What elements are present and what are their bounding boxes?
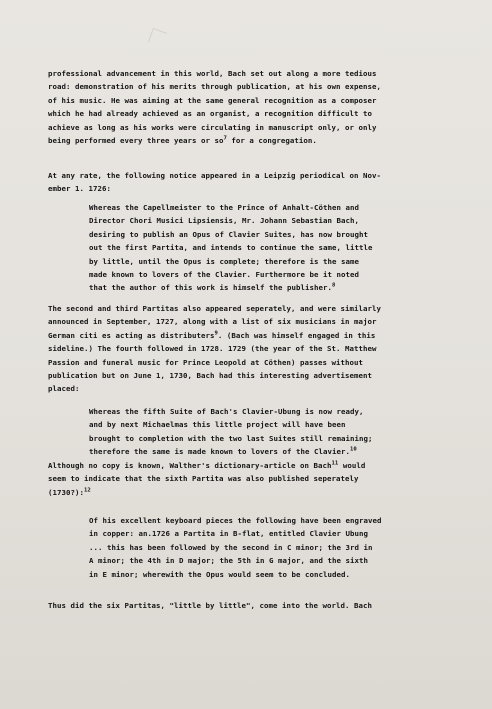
text-line xyxy=(48,382,438,395)
text-line xyxy=(48,486,438,499)
text-run: road: demonstration of his merits through publication, at his own expense, xyxy=(48,82,381,92)
text-line xyxy=(89,255,434,268)
text-run: seem to indicate that the sixth Partita was also published seperately xyxy=(48,474,359,484)
text-run: by little, until the Opus is complete; therefore is the same xyxy=(89,256,359,266)
paragraph-closing xyxy=(48,599,438,612)
text-run: Of his excellent keyboard pieces the following have been engraved xyxy=(89,516,382,525)
text-line xyxy=(48,94,438,107)
text-line xyxy=(89,554,434,567)
text-run: Although no copy is known, Walther's dictionary-article on Bach xyxy=(48,461,332,470)
text-line xyxy=(48,80,438,93)
text-run: sideline.) The fourth followed in 1728. 1729 (the year of the St. Matthew xyxy=(48,344,377,354)
text-run: that the author of this work is himself the publisher. xyxy=(89,283,332,293)
text-line xyxy=(48,315,438,328)
text-line xyxy=(48,459,438,472)
footnote-marker: 11 xyxy=(331,460,339,467)
text-run: brought to completion with the two last Suites still remaining; xyxy=(89,433,373,443)
quote-walther-dictionary xyxy=(89,514,434,581)
text-line xyxy=(89,445,434,458)
text-run: Whereas the Capellmeister to the Prince of Anhalt-Cöthen and xyxy=(89,203,359,212)
pencil-mark xyxy=(148,28,167,47)
footnote-marker: 7 xyxy=(223,135,227,142)
text-run: ember 1. 1726: xyxy=(48,184,111,194)
text-run: Thus did the six Partitas, "little by little", come into the world. Bach xyxy=(48,601,372,610)
text-run: publication but on June 1, 1730, Bach had this interesting advertisement xyxy=(48,370,372,380)
text-run: would xyxy=(338,461,366,470)
text-run: which he had already achieved as an organist, a recognition difficult to xyxy=(48,109,372,119)
text-line xyxy=(89,514,434,527)
text-run: . (Bach was himself engaged in this xyxy=(217,330,376,340)
text-line xyxy=(48,599,438,612)
text-run: Passion and funeral music for Prince Leopold at Cöthen) passes without xyxy=(48,357,363,367)
text-line xyxy=(48,329,438,342)
text-line xyxy=(89,432,434,445)
footnote-marker: 8 xyxy=(331,282,336,289)
text-line xyxy=(48,121,438,134)
text-line xyxy=(48,302,438,315)
text-run: being performed every three years or so xyxy=(48,135,224,145)
text-line xyxy=(89,281,434,294)
text-line xyxy=(48,356,438,369)
text-line xyxy=(89,241,434,254)
text-line xyxy=(48,369,438,382)
text-line xyxy=(48,342,438,355)
text-run: professional advancement in this world, Bach set out along a more tedious xyxy=(48,69,377,78)
text-line xyxy=(89,418,434,431)
text-line xyxy=(48,472,438,485)
paragraph-leipzig-notice-intro xyxy=(48,169,438,196)
text-run: in copper: an.1726 a Partita in B-flat, entitled Clavier Ubung xyxy=(89,529,368,539)
text-run: out the first Partita, and intends to continue the same, little xyxy=(89,243,373,253)
text-run: therefore the same is made known to lovers of the Clavier. xyxy=(89,447,350,457)
text-run: desiring to publish an Opus of Clavier Suites, has now brought xyxy=(89,229,368,239)
text-run: in E minor; wherewith the Opus would seem to be concluded. xyxy=(89,569,350,579)
text-run: A minor; the 4th in D major; the 5th in G major, and the sixth xyxy=(89,556,368,566)
text-run: Director Chori Musici Lipsiensis, Mr. Johann Sebastian Bach, xyxy=(89,216,359,226)
footnote-marker: 12 xyxy=(84,487,91,494)
text-line xyxy=(89,214,434,227)
text-run: of his music. He was aiming at the same general recognition as a composer xyxy=(48,95,377,105)
paragraph-second-third-partitas xyxy=(48,302,438,396)
text-line xyxy=(89,568,434,581)
text-line xyxy=(48,107,438,120)
text-run: The second and third Partitas also appeared seperately, and were similarly xyxy=(48,304,381,313)
text-run: (1730?): xyxy=(48,487,84,497)
text-run: for a congregation. xyxy=(226,135,317,145)
text-line xyxy=(48,182,438,195)
text-line xyxy=(89,228,434,241)
text-line xyxy=(89,201,434,214)
quote-1726-notice xyxy=(89,201,434,295)
quote-1730-advertisement xyxy=(89,405,434,459)
text-line xyxy=(89,541,434,554)
text-run: announced in September, 1727, along with a list of six musicians in major xyxy=(48,317,377,327)
footnote-marker: 10 xyxy=(349,446,357,453)
text-line xyxy=(89,405,434,418)
text-run: placed: xyxy=(48,384,80,394)
footnote-marker: 9 xyxy=(214,330,218,337)
text-run: Whereas the fifth Suite of Bach's Clavier-Ubung is now ready, xyxy=(89,407,364,416)
text-line xyxy=(89,268,434,281)
text-run: ... this has been followed by the second in C minor; the 3rd in xyxy=(89,542,373,552)
text-run: and by next Michaelmas this little project will have been xyxy=(89,420,346,430)
text-line xyxy=(89,527,434,540)
paragraph-publication-motive xyxy=(48,67,438,147)
paragraph-sixth-partita xyxy=(48,459,438,499)
text-run: achieve as long as his works were circulating in manuscript only, or only xyxy=(48,122,377,132)
text-line xyxy=(48,169,438,182)
text-run: At any rate, the following notice appeared in a Leipzig periodical on Nov- xyxy=(48,171,381,180)
text-run: German citi es acting as distributers xyxy=(48,330,215,340)
text-line xyxy=(48,67,438,80)
text-run: made known to lovers of the Clavier. Furthermore be it noted xyxy=(89,269,359,279)
text-line xyxy=(48,134,438,147)
